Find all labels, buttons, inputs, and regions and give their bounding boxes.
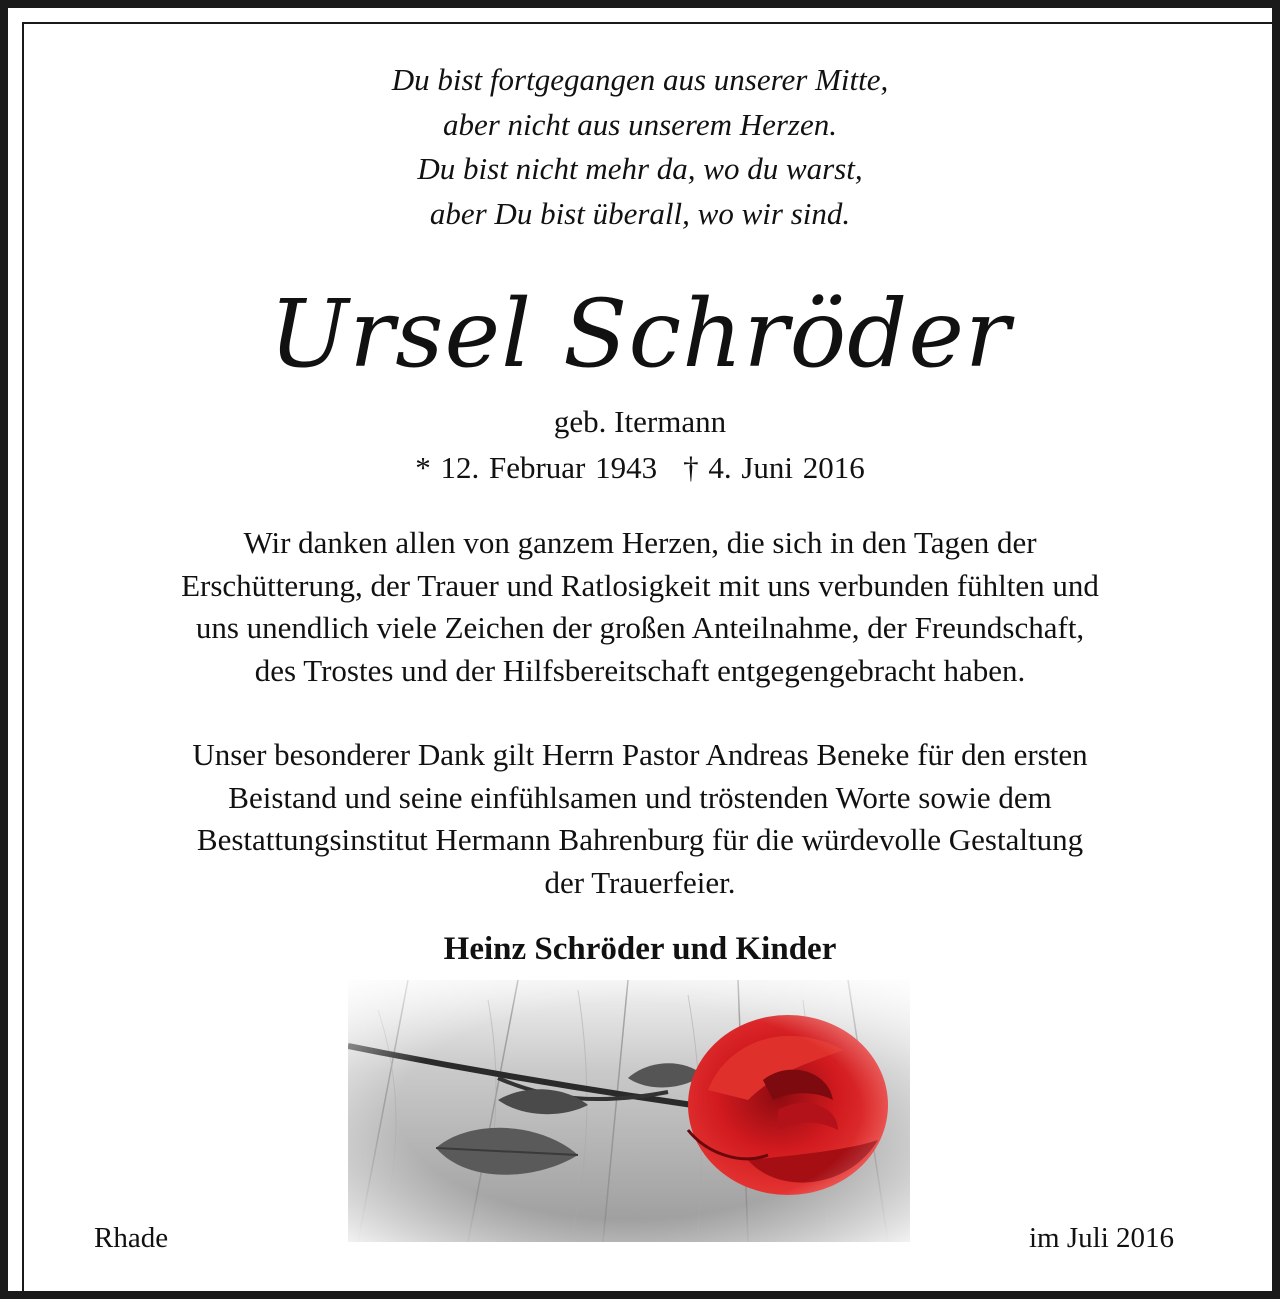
paragraph-line: Bestattungsinstitut Hermann Bahrenburg für die würdevolle Gestaltung — [196, 822, 1084, 857]
notice-date: im Juli 2016 — [1028, 1222, 1174, 1254]
poem-line: aber Du bist überall, wo wir sind. — [429, 195, 851, 231]
poem-line: Du bist nicht mehr da, wo du warst, — [417, 151, 863, 186]
thanks-paragraph-1 — [0, 522, 1280, 692]
paragraph-line: Unser besonderer Dank gilt Herrn Pastor Andreas Beneke für den ersten — [192, 737, 1088, 772]
death-date: † 4. Juni 2016 — [683, 450, 865, 485]
maiden-name: geb. Itermann — [553, 404, 727, 439]
paragraph-line: uns unendlich viele Zeichen der großen Anteilnahme, der Freundschaft, — [195, 610, 1085, 645]
place: Rhade — [94, 1222, 169, 1254]
paragraph-line: Erschütterung, der Trauer und Ratlosigkeit mit uns verbunden fühlten und — [181, 567, 1099, 603]
signature: Heinz Schröder und Kinder — [443, 931, 837, 967]
poem — [0, 58, 1280, 236]
life-dates — [0, 446, 1280, 490]
poem-line: aber nicht aus unserem Herzen. — [442, 106, 838, 142]
rose-on-wood-image — [348, 980, 910, 1242]
paragraph-line: des Trostes und der Hilfsbereitschaft entgegengebracht haben. — [254, 652, 1026, 688]
paragraph-line: Beistand und seine einfühlsamen und tröstenden Worte sowie dem — [228, 779, 1052, 815]
thanks-paragraph-2 — [0, 734, 1280, 904]
paragraph-line: Wir danken allen von ganzem Herzen, die sich in den Tagen der — [243, 525, 1037, 560]
deceased-name: Ursel Schröder — [269, 280, 1011, 389]
paragraph-line: der Trauerfeier. — [544, 864, 736, 900]
poem-line: Du bist fortgegangen aus unserer Mitte, — [391, 62, 889, 97]
birth-date: * 12. Februar 1943 — [415, 450, 658, 485]
